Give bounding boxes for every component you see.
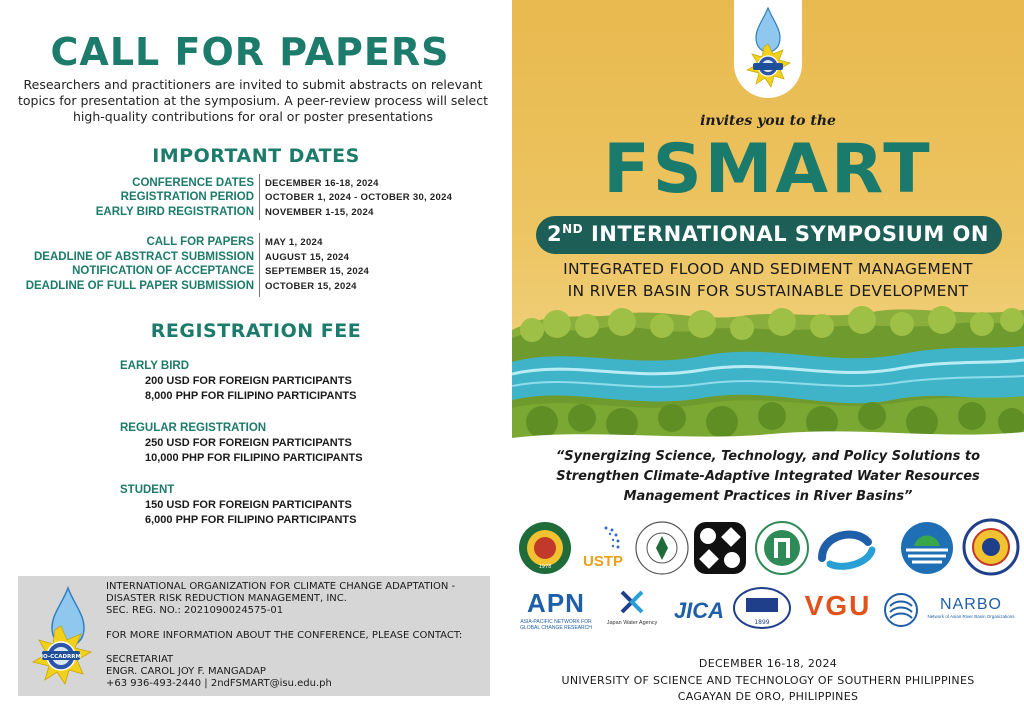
narbo-logo — [922, 596, 1020, 619]
jica-logo — [670, 590, 728, 630]
date-value: AUGUST 15, 2024 — [265, 252, 350, 263]
founding-year: 1978 — [538, 564, 552, 570]
fee-line: 6,000 PHP FOR FILIPINO PARTICIPANTS — [145, 514, 357, 526]
fee-group-student — [120, 484, 356, 526]
partner-logo-5 — [754, 520, 810, 576]
date-row — [0, 280, 512, 295]
subtitle-line: IN RIVER BASIN FOR SUSTAINABLE DEVELOPMENT — [567, 282, 969, 300]
invites-text: invites you to the — [700, 113, 836, 129]
symposium-title — [512, 222, 1024, 246]
date-row — [0, 177, 512, 192]
important-dates-title: IMPORTANT DATES — [152, 145, 360, 167]
secretariat-info: SECRETARIAT ENGR. CAROL JOY F. MANGADAP +63 936-493-2440 | 2ndFSMART@isu.edu.ph — [106, 653, 332, 690]
date-value: OCTOBER 15, 2024 — [265, 281, 357, 292]
date-row — [0, 251, 512, 266]
date-label: REGISTRATION PERIOD — [120, 191, 254, 203]
subtitle-line: INTEGRATED FLOOD AND SEDIMENT MANAGEMENT — [563, 260, 973, 278]
date-label: EARLY BIRD REGISTRATION — [95, 206, 254, 218]
partner-logo-6 — [816, 520, 878, 576]
fee-line: 8,000 PHP FOR FILIPINO PARTICIPANTS — [145, 390, 357, 402]
date-value: DECEMBER 16-18, 2024 — [265, 178, 379, 189]
date-row — [0, 236, 512, 251]
event-date: DECEMBER 16-18, 2024 — [698, 657, 838, 670]
fee-group-label: REGULAR REGISTRATION — [120, 422, 267, 434]
japan-water-agency-icon — [600, 588, 664, 616]
date-row — [0, 191, 512, 206]
date-row — [0, 265, 512, 280]
fee-group-early-bird — [120, 360, 356, 402]
japan-water-agency-logo — [600, 588, 664, 626]
ustp-text: USTP — [582, 553, 624, 570]
fee-line: 10,000 PHP FOR FILIPINO PARTICIPANTS — [145, 452, 363, 464]
partner-logo-waves — [884, 590, 918, 630]
fee-line: 200 USD FOR FOREIGN PARTICIPANTS — [145, 375, 352, 387]
jwa-text: Japan Water Agency — [606, 620, 658, 626]
narbo-subtitle: Network of Asian River Basin Organizations — [927, 614, 1015, 619]
apn-text: APN — [527, 588, 585, 618]
date-label: DEADLINE OF ABSTRACT SUBMISSION — [34, 251, 254, 263]
ordinal-number: 2 — [547, 222, 563, 246]
kyoto-university-logo — [634, 520, 690, 576]
fee-group-label: STUDENT — [120, 484, 175, 496]
date-value: OCTOBER 1, 2024 - OCTOBER 30, 2024 — [265, 192, 453, 203]
event-poster — [512, 0, 1024, 704]
vgu-text: VGU — [804, 590, 872, 621]
date-label: CALL FOR PAPERS — [146, 236, 254, 248]
fee-group-regular — [120, 422, 363, 464]
contact-text — [106, 581, 486, 690]
date-value: SEPTEMBER 15, 2024 — [265, 266, 370, 277]
date-value: MAY 1, 2024 — [265, 237, 323, 248]
organization-name: INTERNATIONAL ORGANIZATION FOR CLIMATE CHANGE ADAPTATION - DISASTER RISK REDUCTION MANAGEMENT, INC. SEC. REG. NO.: 2021090024575-01 — [106, 581, 456, 617]
io-ccadrrm-logo — [734, 0, 802, 98]
symposium-theme-quote: “Synergizing Science, Technology, and Policy Solutions to Strengthen Climate-Adaptive Integrated Water Resources Management Practices in River Basins” — [555, 449, 981, 504]
partner-logo-4 — [692, 520, 748, 576]
vgu-logo — [796, 590, 880, 622]
river-landscape-illustration — [512, 290, 1024, 450]
ustp-logo — [576, 520, 630, 576]
partner-logo-7 — [898, 520, 956, 576]
apn-logo — [518, 588, 594, 631]
contact-box — [18, 576, 490, 696]
date-label: NOTIFICATION OF ACCEPTANCE — [72, 265, 254, 277]
partner-logo-1899 — [732, 586, 792, 632]
fee-line: 250 USD FOR FOREIGN PARTICIPANTS — [145, 437, 352, 449]
event-city: CAGAYAN DE ORO, PHILIPPINES — [677, 690, 859, 703]
symposium-title-text: INTERNATIONAL SYMPOSIUM ON — [583, 222, 989, 246]
event-venue: UNIVERSITY OF SCIENCE AND TECHNOLOGY OF SOUTHERN PHILIPPINES — [561, 674, 975, 687]
fee-line: 150 USD FOR FOREIGN PARTICIPANTS — [145, 499, 352, 511]
department-of-national-defense-logo — [962, 518, 1020, 576]
date-row — [0, 206, 512, 221]
ordinal-suffix: ND — [562, 222, 584, 236]
isabela-state-university-logo — [518, 521, 572, 575]
call-for-papers-intro: Researchers and practitioners are invited to submit abstracts on relevant topics for presentation at the symposium. A peer-review process will select high-quality contributions for oral or poster presentations — [17, 77, 489, 124]
contact-heading: FOR MORE INFORMATION ABOUT THE CONFERENCE, PLEASE CONTACT: — [106, 629, 463, 641]
fsmart-title: FSMART — [603, 130, 933, 209]
call-for-papers-title: CALL FOR PAPERS — [50, 30, 450, 74]
logo-text: IO-CCADRRM — [41, 654, 81, 660]
fee-group-label: EARLY BIRD — [120, 360, 190, 372]
date-label: CONFERENCE DATES — [132, 177, 254, 189]
founding-year: 1899 — [754, 619, 770, 626]
io-ccadrrm-logo — [28, 584, 98, 688]
apn-subtitle: ASIA-PACIFIC NETWORK FOR GLOBAL CHANGE RESEARCH — [520, 619, 592, 631]
jica-text: JICA — [673, 598, 725, 623]
logo-tab — [734, 0, 802, 98]
date-value: NOVEMBER 1-15, 2024 — [265, 207, 374, 218]
date-label: DEADLINE OF FULL PAPER SUBMISSION — [25, 280, 254, 292]
narbo-text: NARBO — [940, 596, 1002, 613]
registration-fee-title: REGISTRATION FEE — [150, 320, 362, 342]
